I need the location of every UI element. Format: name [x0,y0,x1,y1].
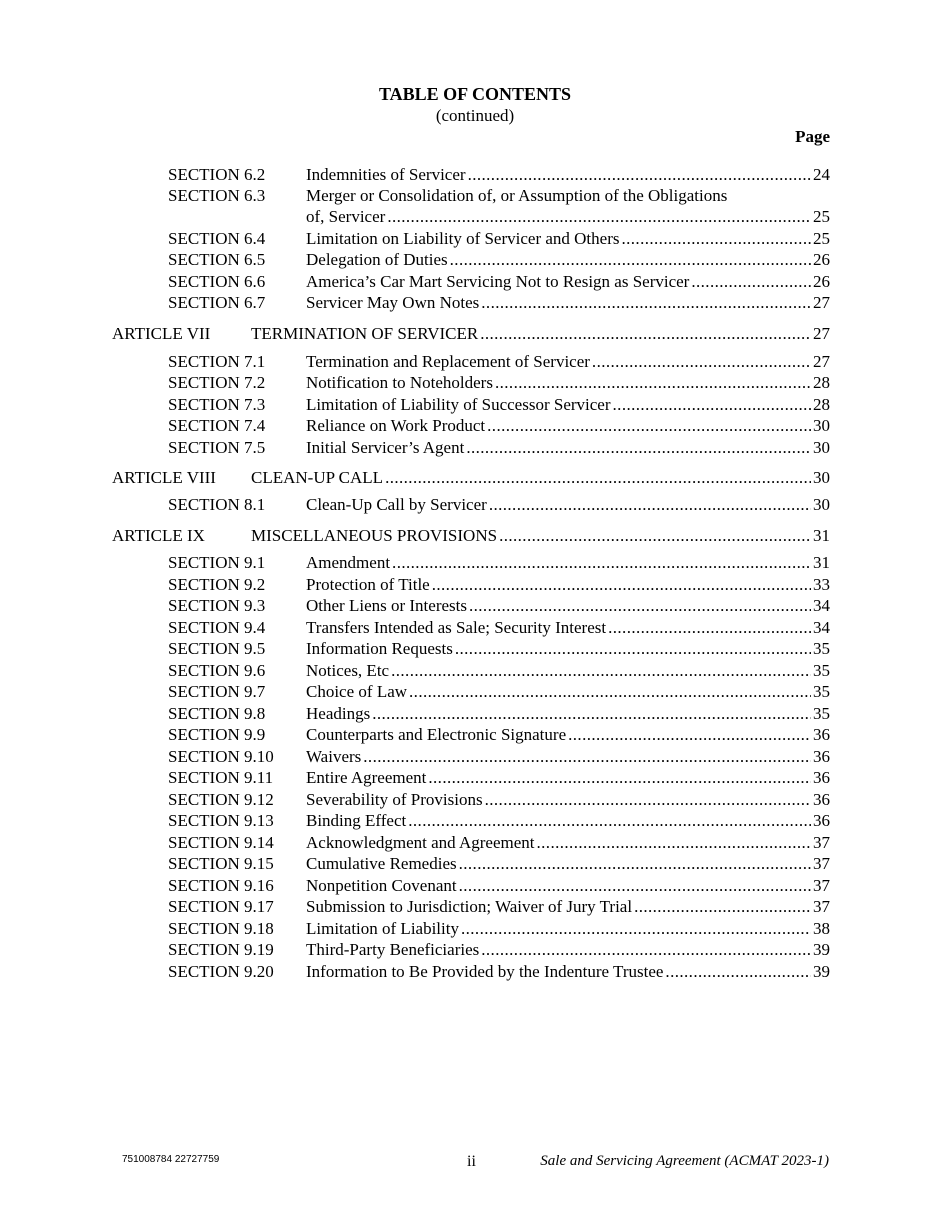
toc-entry-section-7-1 [0,351,950,372]
toc-entry-title: Other Liens or Interests [306,596,467,615]
toc-entry-page: 39 [813,962,830,981]
toc-entry-section-9-20 [0,961,950,982]
leader-dots [487,415,811,436]
leader-dots [621,228,811,249]
leader-dots [409,681,811,702]
toc-entry-section-7-5 [0,437,950,458]
toc-entry-number: SECTION 9.1 [168,553,266,572]
toc-entry-number: SECTION 9.16 [168,876,274,895]
toc-entry-title: Notices, Etc [306,661,390,680]
toc-entry-number: SECTION 7.5 [168,438,266,457]
toc-entry-section-6-6 [0,271,950,292]
toc-entry-title: Information to Be Provided by the Indenture Trustee [306,962,664,981]
toc-entry-number: SECTION 6.6 [168,272,266,291]
leader-dots [485,789,811,810]
toc-entry-page: 36 [813,747,830,766]
toc-entry-title: Amendment [306,553,391,572]
toc-entry-page: 35 [813,704,830,723]
leader-dots [499,525,811,546]
toc-entry-number: SECTION 6.5 [168,250,266,269]
page-title: TABLE OF CONTENTS [378,84,572,104]
toc-entry-number: SECTION 9.5 [168,639,266,658]
toc-entry-page: 36 [813,725,830,744]
toc-entry-title: Servicer May Own Notes [306,293,480,312]
toc-entry-title: Waivers [306,747,362,766]
toc-entry-number: SECTION 6.3 [168,186,266,205]
leader-dots [408,810,811,831]
toc-entry-section-9-8 [0,703,950,724]
toc-entry-number: SECTION 9.19 [168,940,274,959]
toc-entry-page: 36 [813,811,830,830]
toc-entry-page: 30 [813,495,830,514]
toc-entry-page: 28 [813,373,830,392]
toc-entry-title: America’s Car Mart Servicing Not to Resign as Servicer [306,272,690,291]
toc-entry-number: SECTION 9.20 [168,962,274,981]
toc-entry-page: 35 [813,661,830,680]
toc-entry-number: SECTION 9.3 [168,596,266,615]
toc-entry-number: SECTION 9.15 [168,854,274,873]
leader-dots [691,271,811,292]
toc-entry-title: Initial Servicer’s Agent [306,438,465,457]
toc-entry-number: SECTION 8.1 [168,495,266,514]
leader-dots [387,206,811,227]
toc-entry-title: Acknowledgment and Agreement [306,833,535,852]
footer-document-id: 751008784 22727759 [122,1154,220,1165]
toc-entry-number: SECTION 9.17 [168,897,274,916]
toc-entry-page: 24 [813,165,830,184]
leader-dots [391,660,811,681]
toc-entry-page: 30 [813,416,830,435]
toc-entry-title: Choice of Law [306,682,408,701]
toc-entry-title: CLEAN-UP CALL [251,468,384,487]
footer-document-title: Sale and Servicing Agreement (ACMAT 2023-1) [540,1153,829,1169]
leader-dots [432,574,811,595]
toc-entry-section-9-16 [0,875,950,896]
toc-entry-number: SECTION 9.7 [168,682,266,701]
toc-entry-page: 38 [813,919,830,938]
toc-entry-title: Termination and Replacement of Servicer [306,352,590,371]
toc-entry-article-8 [0,467,950,488]
toc-entry-number: SECTION 9.14 [168,833,274,852]
toc-entry-page: 27 [813,324,830,343]
toc-entry-number: SECTION 6.2 [168,165,266,184]
leader-dots [665,961,811,982]
toc-entry-page: 33 [813,575,830,594]
leader-dots [459,853,811,874]
toc-entry-title: Reliance on Work Product [306,416,486,435]
toc-entry-page: 36 [813,790,830,809]
toc-entry-title: Severability of Provisions [306,790,483,809]
toc-entry-number: SECTION 9.2 [168,575,266,594]
toc-entry-number: ARTICLE IX [112,526,205,545]
toc-entry-title-line1: Merger or Consolidation of, or Assumption of the Obligations [306,186,728,205]
toc-entry-number: SECTION 9.9 [168,725,266,744]
toc-entry-section-9-11 [0,767,950,788]
leader-dots [568,724,811,745]
toc-entry-section-9-13 [0,810,950,831]
toc-entry-page: 37 [813,854,830,873]
toc-entry-number: SECTION 7.4 [168,416,266,435]
toc-entry-title: Limitation of Liability of Successor Servicer [306,395,611,414]
toc-entry-page: 26 [813,272,830,291]
leader-dots [468,164,811,185]
toc-entry-section-8-1 [0,494,950,515]
leader-dots [372,703,811,724]
leader-dots [385,467,811,488]
toc-entry-section-6-3-continued [0,206,950,227]
toc-entry-section-7-2 [0,372,950,393]
toc-entry-number: SECTION 6.4 [168,229,266,248]
toc-entry-page: 34 [813,618,830,637]
toc-entry-title: Submission to Jurisdiction; Waiver of Jury Trial [306,897,633,916]
leader-dots [592,351,811,372]
toc-entry-title: Delegation of Duties [306,250,448,269]
toc-entry-title: MISCELLANEOUS PROVISIONS [251,526,498,545]
toc-entry-page: 36 [813,768,830,787]
toc-entry-article-9 [0,525,950,546]
toc-entry-section-9-17 [0,896,950,917]
toc-entry-section-9-7 [0,681,950,702]
toc-entry-section-9-1 [0,552,950,573]
leader-dots [537,832,812,853]
toc-entry-section-6-7 [0,292,950,313]
toc-entry-number: SECTION 7.2 [168,373,266,392]
toc-entry-title: Limitation of Liability [306,919,459,938]
toc-entry-number: SECTION 7.3 [168,395,266,414]
leader-dots [466,437,811,458]
leader-dots [608,617,811,638]
toc-entry-page: 31 [813,553,830,572]
toc-entry-number: SECTION 9.10 [168,747,274,766]
toc-entry-section-9-3 [0,595,950,616]
leader-dots [495,372,811,393]
toc-entry-title: Information Requests [306,639,453,658]
toc-entry-page: 37 [813,876,830,895]
leader-dots [459,875,811,896]
toc-entry-article-7 [0,323,950,344]
toc-entry-section-9-12 [0,789,950,810]
toc-entry-page: 34 [813,596,830,615]
toc-entry-title: Protection of Title [306,575,430,594]
toc-entry-page: 28 [813,395,830,414]
leader-dots [392,552,811,573]
toc-entry-title: Notification to Noteholders [306,373,493,392]
toc-entry-section-9-10 [0,746,950,767]
toc-entry-title: Indemnities of Servicer [306,165,466,184]
toc-entry-title: Entire Agreement [306,768,427,787]
leader-dots [428,767,811,788]
toc-entry-number: SECTION 7.1 [168,352,266,371]
toc-entry-number: ARTICLE VII [112,324,211,343]
toc-entry-page: 35 [813,682,830,701]
toc-entry-number: SECTION 9.4 [168,618,266,637]
toc-entry-section-9-9 [0,724,950,745]
leader-dots [461,918,811,939]
toc-entry-section-9-2 [0,574,950,595]
toc-entry-number: SECTION 9.18 [168,919,274,938]
toc-entry-number: SECTION 9.6 [168,661,266,680]
toc-entry-title: Nonpetition Covenant [306,876,457,895]
page-column-label: Page [795,127,830,146]
toc-entry-section-9-14 [0,832,950,853]
toc-entry-title: Limitation on Liability of Servicer and Others [306,229,620,248]
leader-dots [450,249,811,270]
toc-entry-page: 37 [813,897,830,916]
toc-entry-number: SECTION 9.11 [168,768,274,787]
page-subtitle: (continued) [435,106,515,125]
toc-entry-title: Binding Effect [306,811,407,830]
toc-entry-page: 27 [813,293,830,312]
leader-dots [481,939,811,960]
leader-dots [469,595,811,616]
leader-dots [481,292,811,313]
toc-entry-section-9-5 [0,638,950,659]
toc-entry-section-9-19 [0,939,950,960]
leader-dots [634,896,811,917]
toc-entry-section-9-6 [0,660,950,681]
leader-dots [363,746,811,767]
toc-entry-title: of, Servicer [306,207,386,226]
toc-entry-number: ARTICLE VIII [112,468,216,487]
toc-entry-title: Counterparts and Electronic Signature [306,725,567,744]
toc-entry-number: SECTION 9.13 [168,811,274,830]
toc-entry-section-6-5 [0,249,950,270]
toc-entry-section-7-3 [0,394,950,415]
toc-entry-page: 27 [813,352,830,371]
toc-entry-page: 31 [813,526,830,545]
toc-entry-page: 26 [813,250,830,269]
toc-entry-title: Cumulative Remedies [306,854,457,873]
toc-entry-title: Third-Party Beneficiaries [306,940,480,959]
toc-entry-title: Headings [306,704,371,723]
toc-entry-page: 25 [813,229,830,248]
toc-entry-number: SECTION 9.8 [168,704,266,723]
toc-entry-page: 30 [813,468,830,487]
leader-dots [489,494,811,515]
toc-entry-page: 30 [813,438,830,457]
footer-page-number: ii [467,1153,476,1170]
toc-entry-section-6-4 [0,228,950,249]
toc-entry-page: 37 [813,833,830,852]
leader-dots [455,638,811,659]
toc-entry-section-9-4 [0,617,950,638]
toc-entry-section-9-15 [0,853,950,874]
toc-entry-number: SECTION 6.7 [168,293,266,312]
leader-dots [480,323,811,344]
toc-entry-section-6-3 [0,185,950,206]
toc-entry-title: Clean-Up Call by Servicer [306,495,487,514]
toc-entry-section-6-2 [0,164,950,185]
leader-dots [613,394,811,415]
toc-entry-page: 25 [813,207,830,226]
toc-entry-page: 39 [813,940,830,959]
toc-entry-section-9-18 [0,918,950,939]
toc-entry-section-7-4 [0,415,950,436]
toc-entry-title: Transfers Intended as Sale; Security Interest [306,618,607,637]
toc-entry-title: TERMINATION OF SERVICER [251,324,479,343]
toc-entry-number: SECTION 9.12 [168,790,274,809]
toc-entry-page: 35 [813,639,830,658]
